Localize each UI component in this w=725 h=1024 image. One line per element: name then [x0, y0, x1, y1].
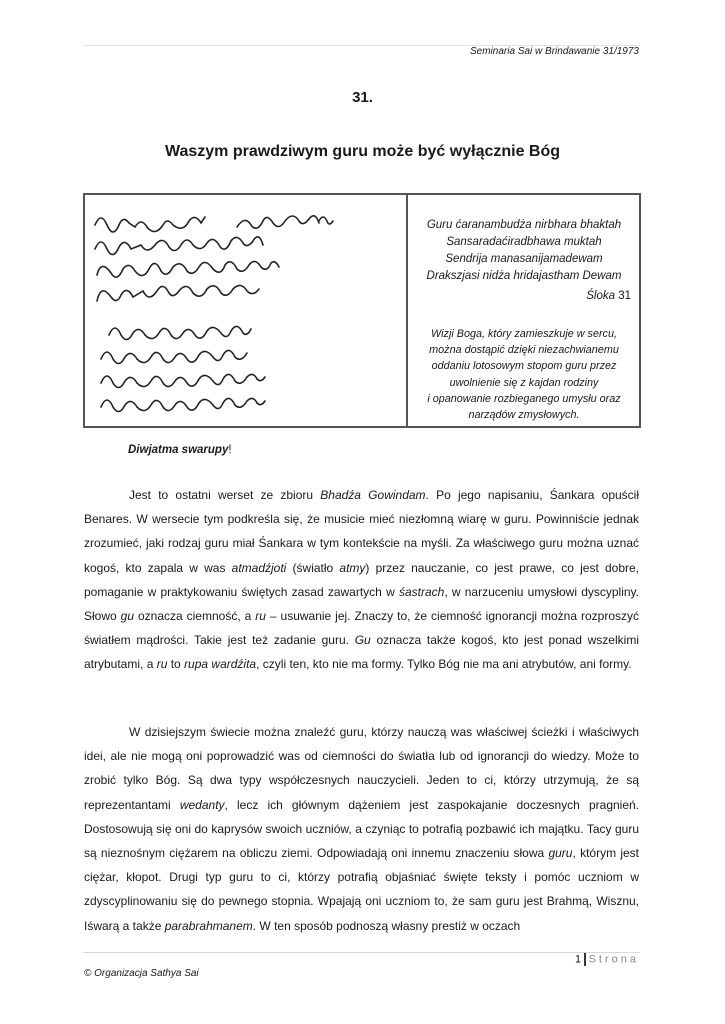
sloka-number: 31 — [618, 290, 631, 302]
chapter-number: 31. — [352, 89, 373, 106]
body-paragraph-2 — [84, 720, 639, 938]
italic-term: rupa wardźita — [184, 657, 257, 672]
footer-rule — [83, 952, 640, 953]
translation-line: oddaniu lotosowym stopom guru przez — [431, 360, 617, 373]
salutation — [128, 444, 232, 456]
verse-translation — [409, 326, 639, 423]
verse-transliteration — [409, 217, 639, 285]
verse-line: Sendrija manasanijamadewam — [445, 253, 603, 265]
body-paragraph-1 — [84, 483, 639, 677]
text-run: , którym jest ciężar, kłopot. Drugi typ guru to ci, którzy potrafią objaśniać święte teksty i pomóc uczniom w zdyscyplinowaniu się do pewnego stopnia. Wpajają oni uczniom to, że sam guru jest Brahmą, Wisznu, Iśwarą a także — [84, 846, 639, 933]
translation-line: narządów zmysłowych. — [468, 409, 580, 422]
page-number-separator — [584, 953, 586, 966]
text-run: (światło — [286, 560, 340, 575]
italic-term: ru — [255, 609, 266, 624]
text-run: Jest to ostatni werset ze zbioru — [129, 488, 321, 502]
handwritten-telugu-verse-image — [87, 197, 404, 424]
sloka-reference — [586, 290, 631, 302]
translation-line: Wizji Boga, który zamieszkuje w sercu, — [431, 328, 617, 340]
text-run: to — [167, 657, 185, 672]
italic-term: Gu — [354, 633, 371, 648]
salutation-word: Diwjatma swarupy — [128, 444, 229, 456]
running-header: Seminaria Sai w Brindawanie 31/1973 — [470, 46, 639, 57]
verse-line: Drakszjasi nidża hridajastham Dewam — [426, 270, 622, 282]
text-run: , lecz ich głównym dążeniem jest zaspokajanie doczesnych pragnień. Dostosowują się oni do kaprysów swoich uczniów, a czyniąc to potrafią pozbawić ich majątku. Tacy guru są nieznośnym ciężarem na obliczu ziemi. Odpowiadają oni innemu znaczeniu słowa — [84, 797, 640, 861]
page-number-value: 1 — [574, 953, 582, 966]
italic-term: gu — [120, 609, 135, 624]
verse-box-divider — [406, 195, 408, 426]
sloka-label: Śloka — [586, 290, 615, 302]
salutation-punct: ! — [228, 444, 232, 456]
text-run: oznacza ciemność, a — [134, 609, 256, 624]
text-run: , w narzuceniu umysłowi dyscypliny. Słowo — [84, 584, 639, 624]
italic-term: atmy — [339, 560, 366, 575]
copyright-notice: © Organizacja Sathya Sai — [84, 968, 199, 979]
verse-line: Sansaradaćiradbhawa muktah — [446, 236, 602, 248]
text-run: . W ten sposób podnoszą własny prestiż w oczach — [252, 918, 521, 933]
verse-box — [83, 193, 641, 428]
italic-term: atmadźjoti — [231, 560, 287, 575]
text-run: ) przez nauczanie, co jest prawe, co jest dobre, pomaganie w praktykowaniu świętych zasad zawartych w — [84, 560, 640, 599]
chapter-title: Waszym prawdziwym guru może być wyłącznie Bóg — [164, 143, 561, 160]
text-run: . Po jego napisaniu, Śankara opuścił Benares. W wersecie tym podkreśla się, że musicie mieć niezłomną wiarę w guru. Powinniście jednak zrozumieć, jaki rodzaj guru miał Śankara w tym kontekście na myśli. Za właściwego guru można uznać kogoś, kto zapala w was — [84, 488, 640, 575]
text-run: – usuwanie jej. Znaczy to, że ciemność ignorancji można rozproszyć światłem mądrości. Takie jest też zadanie guru. — [84, 609, 639, 648]
italic-term: guru — [548, 846, 573, 861]
italic-term: parabrahmanem — [164, 918, 253, 933]
translation-line: i opanowanie rozbieganego umysłu oraz — [427, 392, 621, 405]
italic-term: ru — [156, 657, 168, 672]
text-run: , czyli ten, kto nie ma formy. Tylko Bóg nie ma ani atrybutów, ani formy. — [256, 657, 632, 672]
verse-line: Guru ćaranambudża nirbhara bhaktah — [426, 219, 622, 231]
translation-line: uwolnienie się z kajdan rodziny — [449, 376, 599, 389]
italic-term: Bhadźa Gowindam — [320, 488, 426, 502]
page-word: Strona — [588, 953, 639, 966]
text-run: oznacza także kogoś, kto jest ponad wszelkimi atrybutami, a — [84, 633, 639, 672]
translation-line: można dostąpić dzięki niezachwianemu — [429, 344, 619, 357]
italic-term: śastrach — [398, 584, 445, 599]
page-number — [575, 953, 639, 966]
text-run: W dzisiejszym świecie można znaleźć guru, którzy nauczą was właściwej ścieżki i właściwych idei, ale nie mogą oni poprowadzić was od ciemności do światła lub od ignorancji do wiedzy. Może to zrobić tylko Bóg. Są dwa typy współczesnych nauczycieli. Jeden to ci, którzy utrzymują, że są reprezentantami — [84, 725, 639, 812]
italic-term: wedanty — [179, 797, 225, 812]
